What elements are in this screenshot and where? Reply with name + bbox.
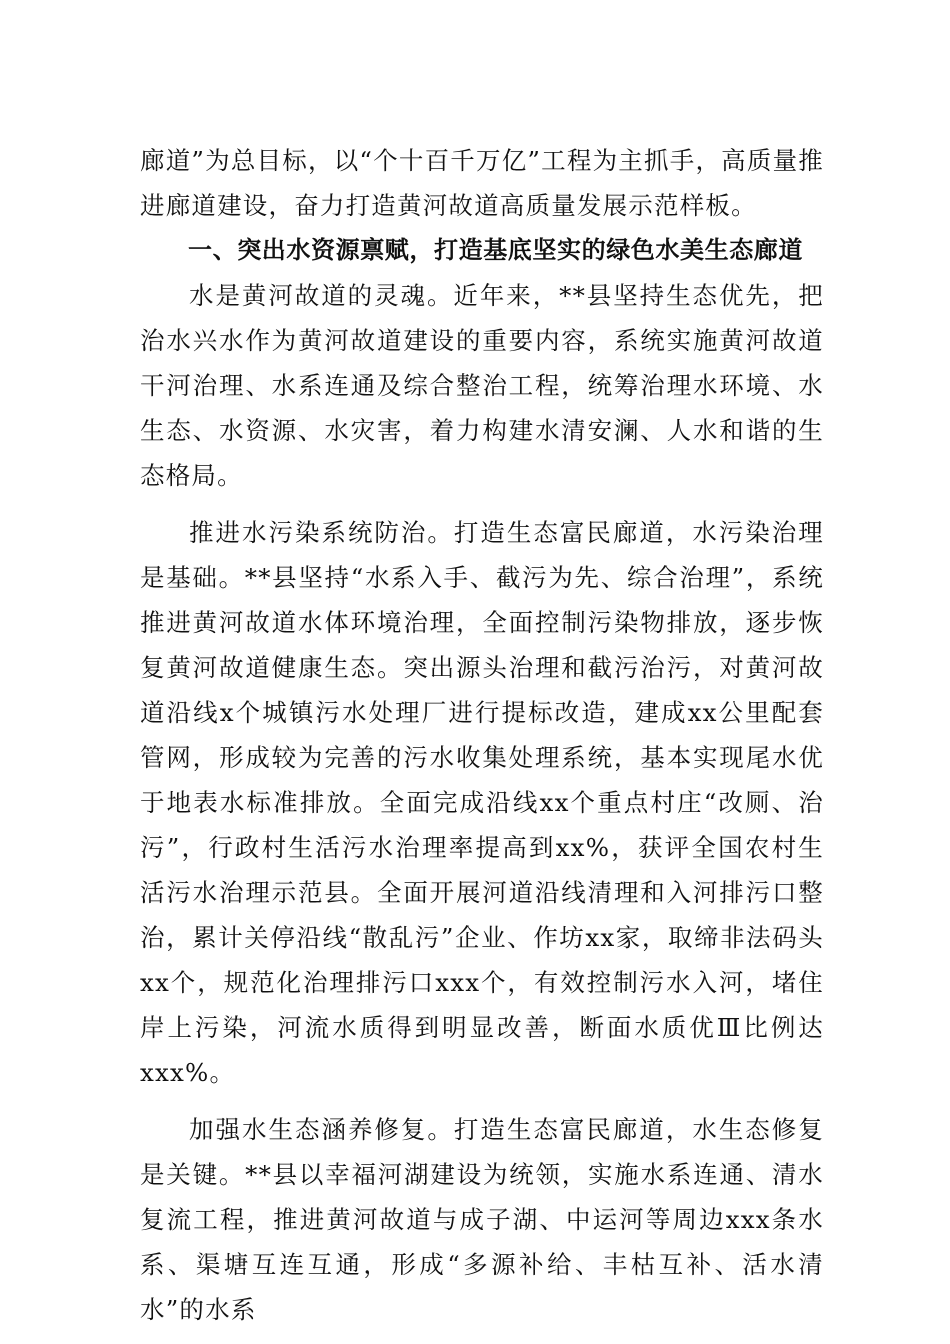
paragraph-water-pollution: 推进水污染系统防治。打造生态富民廊道，水污染治理是基础。**县坚持“水系入手、截污为先、综合治理”，系统推进黄河故道水体环境治理，全面控制污染物排放，逐步恢复黄河故道健康生态。突出源头治理和截污治污，对黄河故道沿线x个城镇污水处理厂进行提标改造，建成xx公里配套管网，形成较为完善的污水收集处理系统，基本实现尾水优于地表水标准排放。全面完成沿线xx个重点村庄“改厕、治污”，行政村生活污水治理率提高到xx%，获评全国农村生活污水治理示范县。全面开展河道沿线清理和入河排污口整治，累计关停沿线“散乱污”企业、作坊xx家，取缔非法码头xx个，规范化治理排污口xxx个，有效控制污水入河，堵住岸上污染，河流水质得到明显改善，断面水质优Ⅲ比例达xxx%。 (140, 518, 824, 1087)
document-body (140, 138, 824, 1332)
paragraph-continuation: 廊道”为总目标，以“个十百千万亿”工程为主抓手，高质量推进廊道建设，奋力打造黄河故道高质量发展示范样板。 (140, 146, 824, 220)
paragraph-intro: 水是黄河故道的灵魂。近年来，**县坚持生态优先，把治水兴水作为黄河故道建设的重要内容，系统实施黄河故道干河治理、水系连通及综合整治工程，统筹治理水环境、水生态、水资源、水灾害，着力构建水清安澜、人水和谐的生态格局。 (140, 281, 824, 490)
section-heading: 一、突出水资源禀赋，打造基底坚实的绿色水美生态廊道 (188, 236, 803, 264)
paragraph-water-ecology: 加强水生态涵养修复。打造生态富民廊道，水生态修复是关键。**县以幸福河湖建设为统领，实施水系连通、清水复流工程，推进黄河故道与成子湖、中运河等周边xxx条水系、渠塘互连互通，形成“多源补给、丰枯互补、活水清水”的水系 (140, 1115, 824, 1324)
